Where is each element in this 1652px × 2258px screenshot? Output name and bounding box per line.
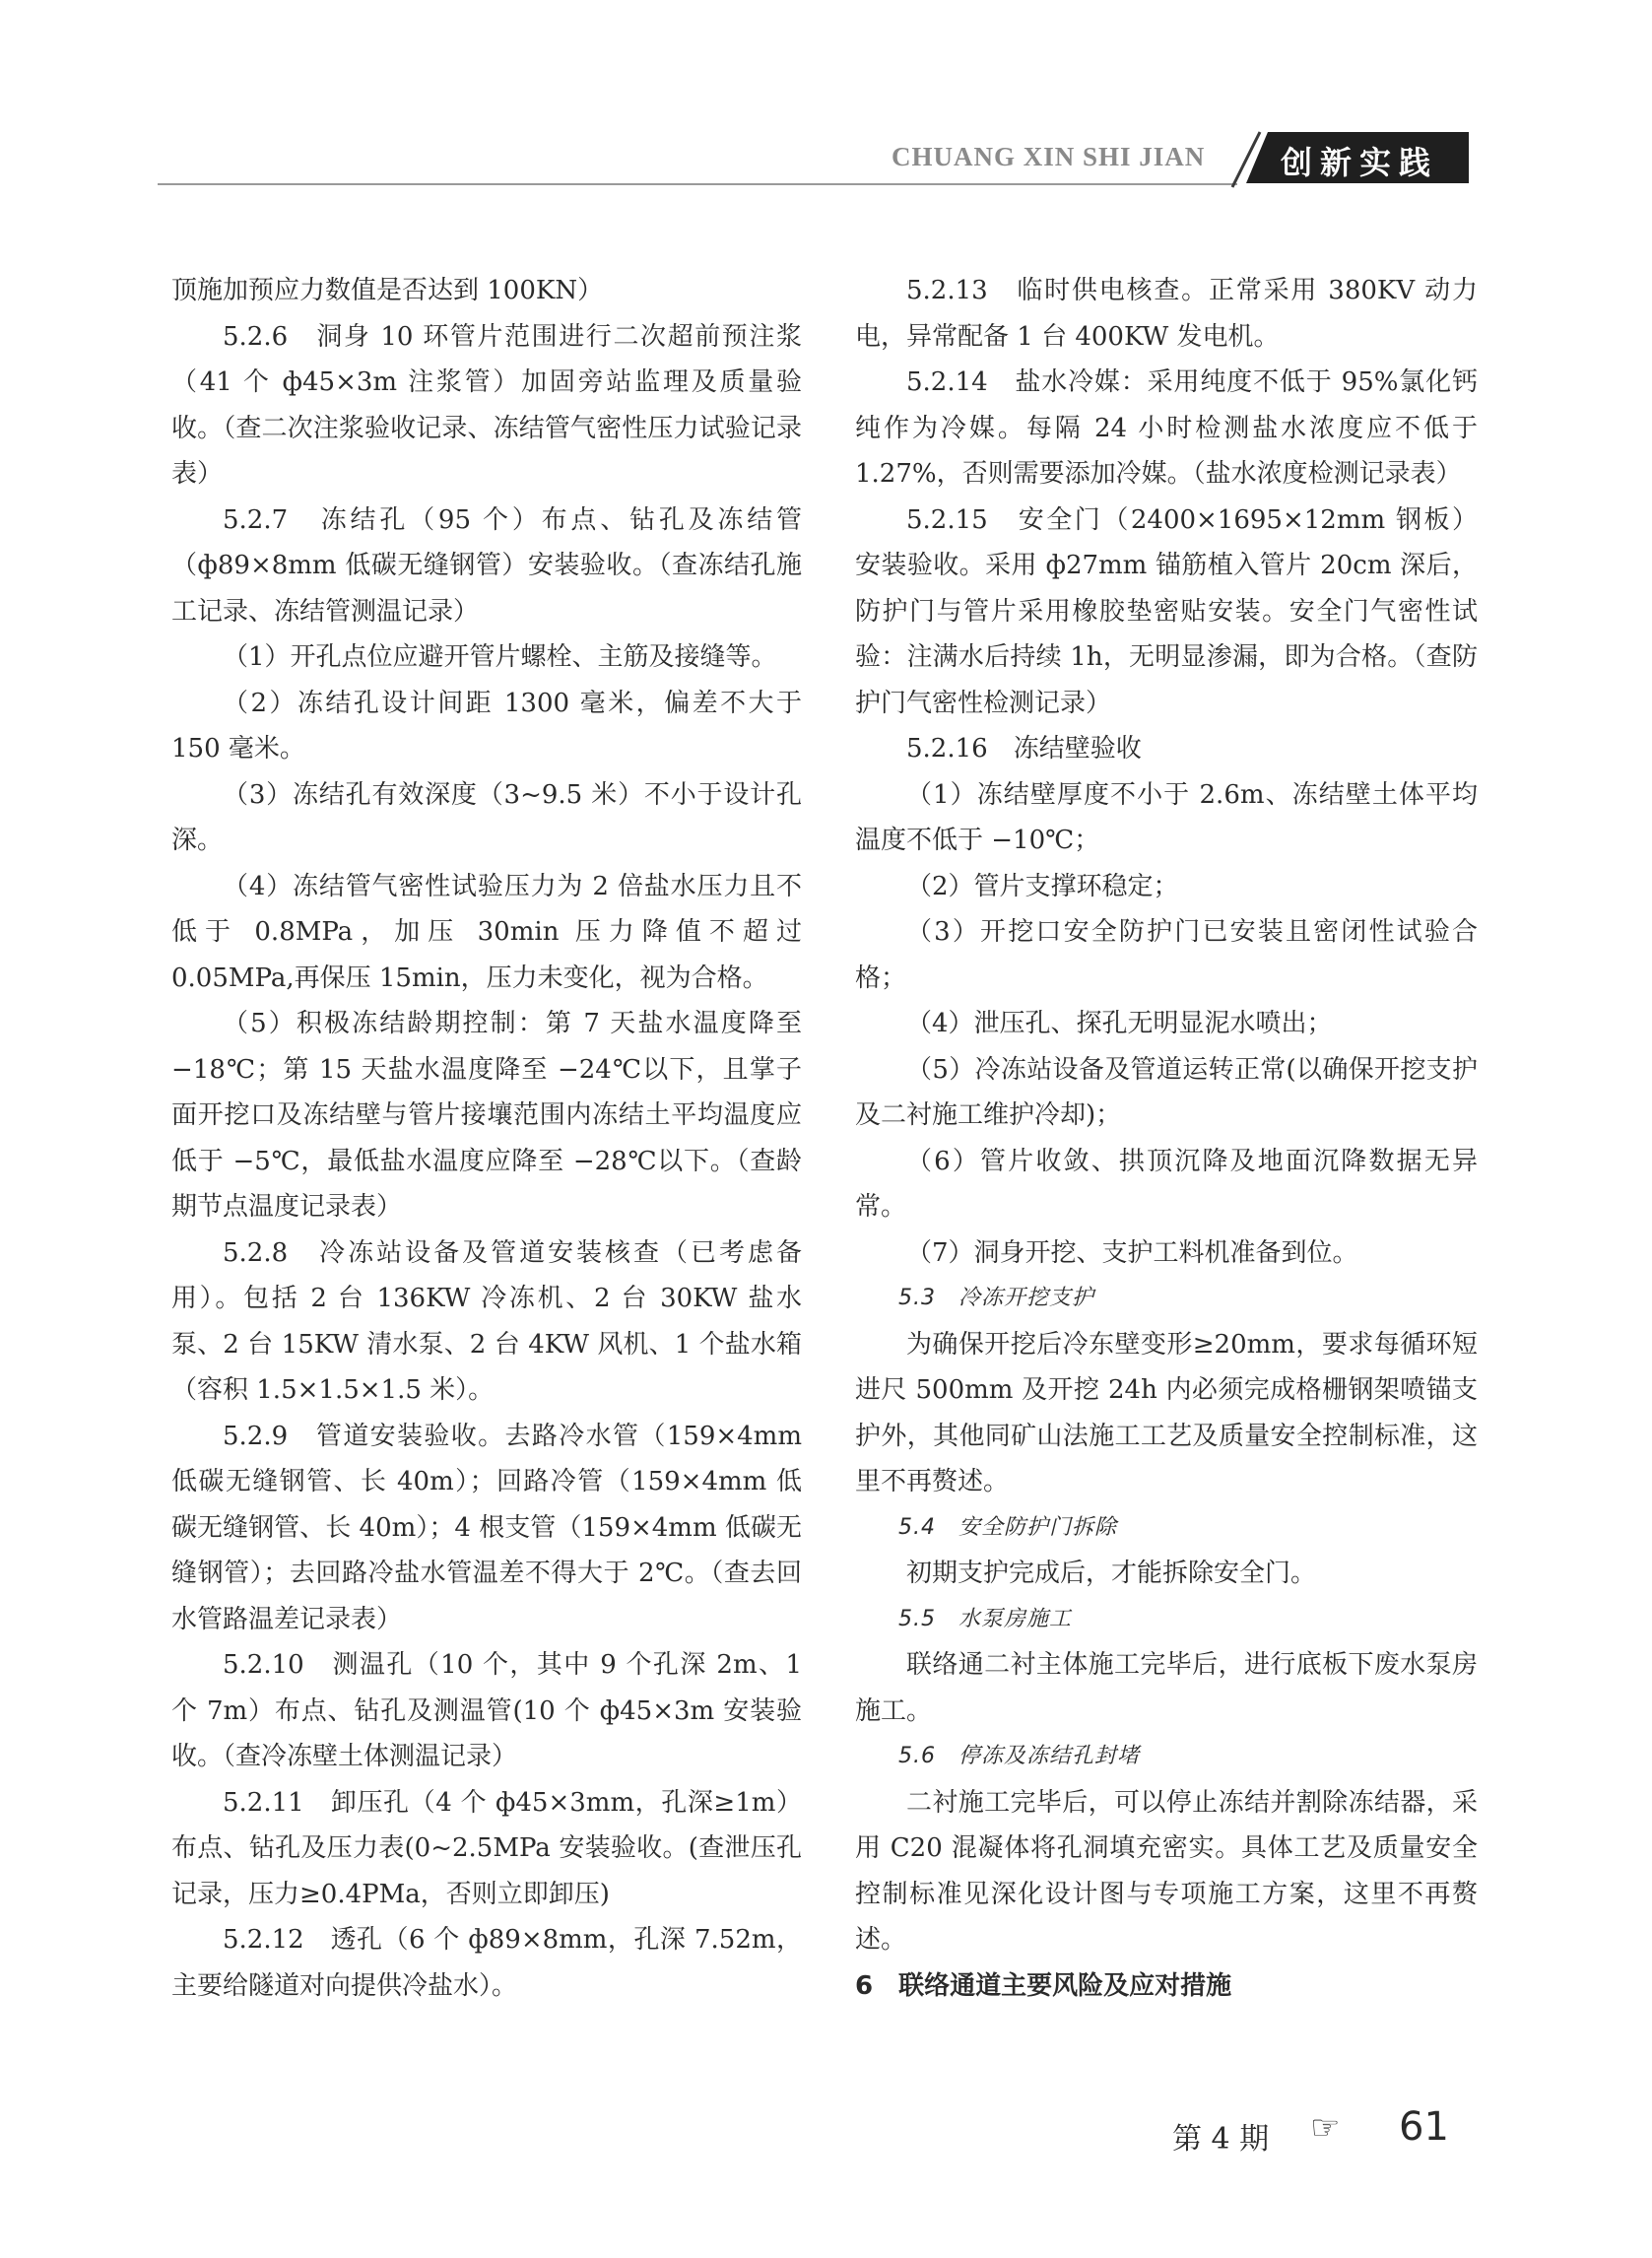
section-subheading: 5.3 冷冻开挖支护 [898, 1286, 1094, 1310]
paragraph: 5.2.10 测温孔（10 个，其中 9 个孔深 2m、1 个 7m）布点、钻孔及测温管(10 个 ф45×3m 安装验收。（查冷冻壁土体测温记录） [171, 1650, 802, 1771]
section-subheading: 5.6 停冻及冻结孔封堵 [898, 1744, 1140, 1768]
header-column-name: 创新实践 [1281, 144, 1439, 181]
paragraph: 5.2.13 临时供电核查。正常采用 380KV 动力电，异常配备 1 台 400KW 发电机。 [855, 276, 1478, 352]
left-column [171, 268, 802, 2009]
paragraph: 二衬施工完毕后，可以停止冻结并割除冻结器，采用 C20 混凝体将孔洞填充密实。具体工艺及质量安全控制标准见深化设计图与专项施工方案，这里不再赘述。 [855, 1787, 1478, 1955]
paragraph: 5.2.7 冻结孔（95 个）布点、钻孔及冻结管（ф89×8mm 低碳无缝钢管）安装验收。（查冻结孔施工记录、冻结管测温记录） [171, 504, 802, 627]
paragraph: 5.2.9 管道安装验收。去路冷水管（159×4mm 低碳无缝钢管、长 40m）；回路冷管（159×4mm 低碳无缝钢管、长 40m）；4 根支管（159×4mm 低碳无缝钢管）；去回路冷盐水管温差不得大于 2℃。（查去回水管路温差记录表） [171, 1421, 802, 1634]
paragraph: （4）泄压孔、探孔无明显泥水喷出； [906, 1009, 1333, 1038]
paragraph: 5.2.12 透孔（6 个 ф89×8mm，孔深 7.52m，主要给隧道对向提供冷盐水）。 [171, 1925, 802, 2001]
paragraph: （3）冻结孔有效深度（3~9.5 米）不小于设计孔深。 [171, 779, 802, 855]
paragraph: （2）管片支撑环稳定； [906, 871, 1179, 901]
paragraph: （1）开孔点位应避开管片螺栓、主筋及接缝等。 [223, 642, 777, 672]
section-subheading: 5.5 水泵房施工 [898, 1606, 1072, 1631]
paragraph: （7）洞身开挖、支护工料机准备到位。 [906, 1237, 1358, 1268]
paragraph: （6）管片收敛、拱顶沉降及地面沉降数据无异常。 [855, 1146, 1478, 1222]
right-column [855, 268, 1478, 2009]
section-subheading: 5.4 安全防护门拆除 [898, 1514, 1117, 1540]
paragraph: 顶施加预应力数值是否达到 100KN） [171, 276, 604, 305]
issue-label: 第 4 期 [1172, 2122, 1270, 2157]
paragraph: （5）冷冻站设备及管道运转正常(以确保开挖支护及二衬施工维护冷却)； [855, 1054, 1478, 1130]
paragraph: 5.2.6 洞身 10 环管片范围进行二次超前预注浆（41 个 ф45×3m 注浆管）加固旁站监理及质量验收。（查二次注浆验收记录、冻结管气密性压力试验记录表） [171, 321, 802, 489]
section-heading: 6 联络通道主要风险及应对措施 [855, 1970, 1232, 2001]
page-number: 61 [1399, 2104, 1449, 2150]
paragraph: （4）冻结管气密性试验压力为 2 倍盐水压力且不低于 0.8MPa，加压 30min 压力降值不超过 0.05MPa,再保压 15min，压力未变化，视为合格。 [171, 871, 802, 993]
paragraph: 5.2.14 盐水冷媒：采用纯度不低于 95%氯化钙纯作为冷媒。每隔 24 小时检测盐水浓度应不低于 1.27%，否则需要添加冷媒。（盐水浓度检测记录表） [855, 367, 1478, 489]
paragraph: 初期支护完成后，才能拆除安全门。 [906, 1559, 1317, 1588]
paragraph: 为确保开挖后冷东壁变形≥20mm，要求每循环短进尺 500mm 及开挖 24h 内必须完成格栅钢架喷锚支护外，其他同矿山法施工工艺及质量安全控制标准，这里不再赘述。 [855, 1329, 1478, 1496]
paragraph: （2）冻结孔设计间距 1300 毫米，偏差不大于 150 毫米。 [171, 688, 802, 764]
paragraph: 联络通二衬主体施工完毕后，进行底板下废水泵房施工。 [855, 1650, 1478, 1726]
paragraph: 5.2.15 安全门（2400×1695×12mm 钢板）安装验收。采用 ф27mm 锚筋植入管片 20cm 深后，防护门与管片采用橡胶垫密贴安装。安全门气密性试验：注满水后持续 1h，无明显渗漏，即为合格。（查防护门气密性检测记录） [855, 504, 1478, 718]
header-rule [158, 183, 1237, 185]
header-pinyin: CHUANG XIN SHI JIAN [892, 142, 1206, 171]
paragraph: （1）冻结壁厚度不小于 2.6m、冻结壁土体平均温度不低于 −10℃； [855, 779, 1478, 855]
paragraph: 5.2.11 卸压孔（4 个 ф45×3mm，孔深≥1m）布点、钻孔及压力表(0~2.5MPa 安装验收。(查泄压孔记录，压力≥0.4PMa，否则立即卸压) [171, 1787, 802, 1909]
pointing-hand-icon: ☞ [1310, 2108, 1341, 2148]
paragraph: 5.2.8 冷冻站设备及管道安装核查（已考虑备用）。包括 2 台 136KW 冷冻机、2 台 30KW 盐水泵、2 台 15KW 清水泵、2 台 4KW 风机、1 个盐水箱（容积 1.5×1.5×1.5 米）。 [171, 1237, 802, 1405]
paragraph: （3）开挖口安全防护门已安装且密闭性试验合格； [855, 917, 1478, 993]
paragraph: 5.2.16 冻结壁验收 [906, 734, 1142, 764]
paragraph: （5）积极冻结龄期控制：第 7 天盐水温度降至 −18℃；第 15 天盐水温度降至 −24℃以下，且掌子面开挖口及冻结壁与管片接壤范围内冻结土平均温度应低于 −5℃，最低盐水温度应降至 −28℃以下。（查龄期节点温度记录表） [171, 1009, 802, 1222]
